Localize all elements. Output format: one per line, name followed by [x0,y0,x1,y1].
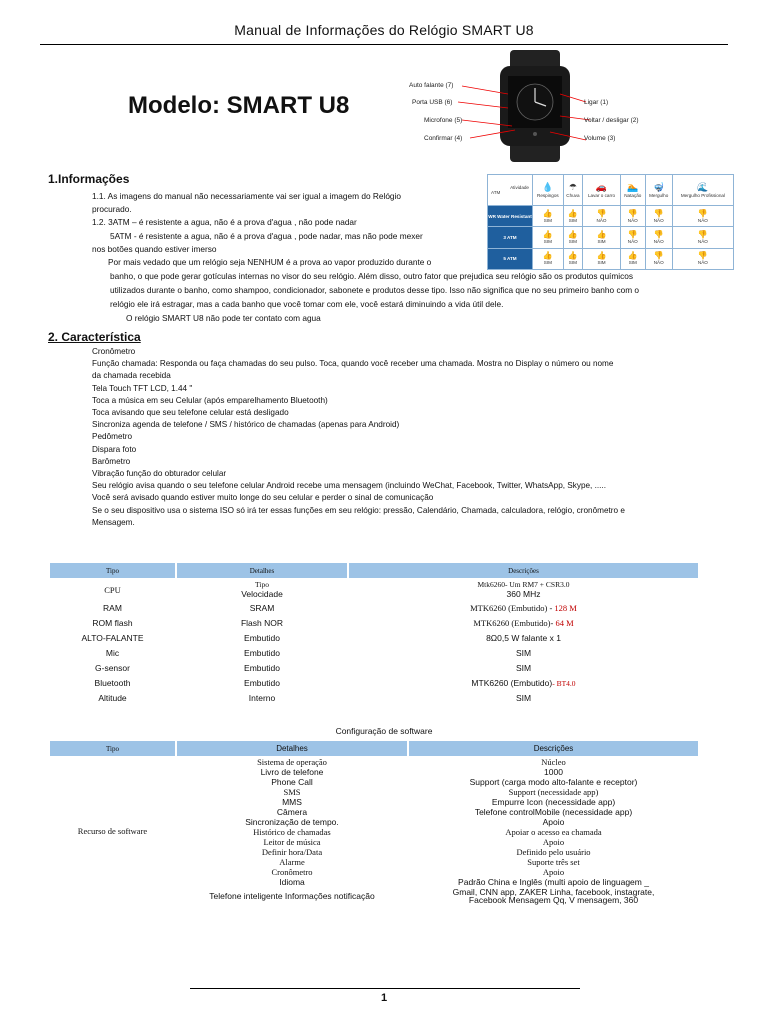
water-cell-value: SIM [568,260,577,266]
hardware-detalhes: Embutido [244,632,280,643]
water-row-wr [488,206,734,227]
water-corner-atm: ATM [491,190,501,195]
feature-item: Toca a música em seu Celular (após emparelhamento Bluetooth) [92,395,328,405]
software-desc: Apoio [542,867,565,877]
thumbs-down-icon: 👎 [627,208,638,218]
water-cell [583,227,621,248]
hardware-detalhes: Embutido [244,647,280,658]
water-activity: 🤿 Mergulho [645,175,672,206]
hardware-tipo: CPU [104,584,121,595]
water-cell-value: NÃO [697,260,708,266]
feature-item: Dispara foto [92,444,137,454]
software-desc: 1000 [544,767,563,777]
software-header-row [50,741,698,756]
water-cell-value: NÃO [627,238,638,244]
water-cell-value: NÃO [653,217,664,223]
hardware-header-row [50,563,698,578]
hardware-detalhes: Interno [248,692,276,703]
hardware-detalhes-line: Tipo [255,580,269,589]
info-line: utilizados durante o banho, como shampoo, condicionador, sabonete e produtos desse tipo. Isso não significa que no seu primeiro banho com o [110,285,640,295]
thumbs-down-icon: 👎 [653,208,664,218]
water-row-label: 5 ATM [488,248,533,269]
thumbs-up-icon: 👍 [567,229,578,239]
water-activity: 💧 Respingos [533,175,564,206]
water-cell-value: SIM [543,260,552,266]
software-desc: Gmail, CNN app, ZAKER Linha, facebook, instagrate, Facebook Mensagem Qq, V mensagem, 360 [452,887,655,905]
water-cell-value: NÃO [697,238,708,244]
table-row [50,616,698,629]
software-header-descricoes: Descrições [409,741,698,756]
table-row [50,758,698,766]
hardware-desc: SIM [515,692,532,703]
thumbs-up-icon: 👍 [627,251,638,261]
software-detail: SMS [283,787,301,797]
water-cell [621,227,646,248]
label-power-on: Ligar (1) [584,99,609,106]
hardware-detalhes: SRAM [249,602,275,613]
hardware-tipo: G-sensor [95,662,130,673]
thumbs-down-icon: 👎 [653,251,664,261]
label-back-off: Voltar / desligar (2) [584,117,639,124]
water-cell [645,248,672,269]
water-cell [672,248,733,269]
software-desc: Apoio [542,817,565,827]
thumbs-down-icon: 👎 [697,229,708,239]
hardware-desc [349,676,698,689]
label-speaker: Auto falante (7) [409,82,454,89]
hardware-tipo: RAM [103,602,122,613]
software-detail: MMS [282,797,302,807]
software-desc: Núcleo [541,757,566,767]
water-activity: ☂ Chuva [563,175,582,206]
water-cell-value: NÃO [697,217,708,223]
thumbs-down-icon: 👎 [596,208,607,218]
software-desc: Support (carga modo alto-falante e receptor) [469,777,638,787]
table-row [50,691,698,704]
info-line: 1.2. 3ATM – é resistente a agua, não é a prova d'agua , não pode nadar [92,217,357,227]
water-cell [563,227,582,248]
label-confirm: Confirmar (4) [424,135,463,142]
hardware-desc-text: MTK6260 (Embutido) - [470,602,555,613]
feature-item: Sincroniza agenda de telefone / SMS / histórico de chamadas (apenas para Android) [92,420,400,430]
software-desc: Empurre Icon (necessidade app) [491,797,616,807]
water-cell-value: SIM [568,217,577,223]
software-detail: Telefone inteligente Informações notificação [209,891,375,901]
feature-item: Mensagem. [92,517,135,527]
watch-drawing [400,50,660,162]
hardware-desc [349,601,698,614]
model-title: Modelo: SMART U8 [128,92,350,119]
software-desc: Definido pelo usuário [516,847,591,857]
feature-item: Barômetro [92,456,131,466]
table-row [50,631,698,644]
software-detail: Idioma [279,877,305,887]
water-cell-value: NÃO [653,260,664,266]
features-list [92,346,732,529]
thumbs-up-icon: 👍 [542,229,553,239]
software-desc: Apoiar o acesso ea chamada [505,827,602,837]
software-header-detalhes: Detalhes [177,741,407,756]
water-cell [583,248,621,269]
software-detail: Sincronização de tempo. [245,817,339,827]
info-line: relógio ele irá estragar, mas a cada banho que você tomar com ele, você estará diminuindo a vida útil dele. [110,299,504,309]
water-cell [563,248,582,269]
hardware-desc-text: MTK6260 (Embutido)- [473,617,556,628]
feature-item: Se o seu dispositivo usa o sistema ISO só irá ter essas funções em seu relógio: pressão, Calendário, Chamada, calculadora, relógio, cronômetro e [92,505,625,515]
software-detail: Sistema de operação [257,757,327,767]
watch-illustration [400,50,660,162]
feature-item: Vibração função do obturador celular [92,469,227,479]
water-cell [533,206,564,227]
label-microphone: Microfone (5) [424,117,463,124]
hardware-tipo: ALTO-FALANTE [81,632,144,643]
water-row-label: WR Water Resistant [488,206,533,227]
software-detail: Câmera [276,807,308,817]
water-activity: 🌊 Mergulho Profissional [672,175,733,206]
hardware-desc-text: MTK6260 (Embutido) [471,677,553,688]
software-detail: Definir hora/Data [261,847,323,857]
water-cell-value: NÃO [653,238,664,244]
software-desc: Padrão China e Inglês (multi apoio de linguagem _ [458,877,649,887]
page-number: 1 [380,992,388,1004]
table-row [50,646,698,659]
software-desc: Support (necessidade app) [508,787,599,797]
hardware-tipo: Mic [105,647,120,658]
water-cell [645,206,672,227]
water-row-5atm [488,248,734,269]
hardware-desc: 8Ω0,5 W falante x 1 [486,632,561,643]
thumbs-down-icon: 👎 [653,229,664,239]
thumbs-up-icon: 👍 [542,251,553,261]
water-cell [583,206,621,227]
section-2-title: 2. Característica [48,330,141,344]
water-activity-label: Chuva [566,193,580,198]
software-desc: Apoio [542,837,565,847]
hardware-desc: SIM [515,662,532,673]
thumbs-down-icon: 👎 [697,251,708,261]
water-row-3atm [488,227,734,248]
water-activity-label: Respingos [537,193,559,198]
thumbs-up-icon: 👍 [596,229,607,239]
hardware-tipo: Altitude [98,692,127,703]
software-caption: Configuração de software [335,726,433,736]
thumbs-down-icon: 👎 [697,208,708,218]
water-cell-value: NÃO [627,217,638,223]
hardware-detalhes: Embutido [244,662,280,673]
header-divider [40,44,728,45]
thumbs-down-icon: 👎 [627,229,638,239]
info-line: nos botões quando estiver imerso [92,244,217,254]
water-cell-value: SIM [568,238,577,244]
hardware-detalhes [177,580,347,599]
label-volume: Volume (3) [584,135,616,142]
thumbs-up-icon: 👍 [542,208,553,218]
info-line: 5ATM - é resistente a agua, não é a prova d'agua , pode nadar, mas não pode mexer [110,231,423,241]
hardware-header-descricoes: Descrições [349,563,698,578]
section-1-title: 1.Informações [48,172,130,186]
table-row [50,580,698,599]
table-row [50,601,698,614]
info-line: 1.1. As imagens do manual não necessariamente vai ser igual a imagem do Relógio [92,191,402,201]
hardware-detalhes: Embutido [244,677,280,688]
hardware-desc: SIM [515,647,532,658]
water-cell-value: SIM [597,238,606,244]
hardware-detalhes: Flash NOR [240,617,284,628]
hardware-desc-line: 360 MHz [506,589,541,599]
hardware-desc-highlight: 128 M [554,602,577,613]
hardware-spec-table [48,561,700,706]
water-activity-label: Natação [624,193,642,198]
water-cell [533,227,564,248]
water-cell-value: NÃO [596,217,607,223]
hardware-desc [349,616,698,629]
water-cell-value: SIM [543,217,552,223]
table-row [50,676,698,689]
water-activity-label: Mergulho Profissional [680,193,725,198]
water-cell-value: SIM [543,238,552,244]
hardware-tipo: ROM flash [92,617,133,628]
software-detail: Livro de telefone [260,767,324,777]
hardware-tipo: Bluetooth [94,677,131,688]
software-group: Recurso de software [77,826,148,836]
software-detail: Cronômetro [271,867,313,877]
water-corner-activity: Atividade [510,185,529,190]
water-activity: 🏊 Natação [621,175,646,206]
water-cell [621,248,646,269]
feature-item: Pedômetro [92,432,133,442]
feature-item: Cronômetro [92,347,136,356]
water-activity-label: Lavar o carro [588,193,616,198]
page-header: Manual de Informações do Relógio SMART U8 [234,22,534,38]
thumbs-up-icon: 👍 [567,208,578,218]
water-cell [621,206,646,227]
software-desc: Telefone controlMobile (necessidade app) [474,807,633,817]
software-detail: Alarme [279,857,305,867]
feature-item: Função chamada: Responda ou faça chamadas do seu pulso. Toca, quando você receber uma chamada. Mostra no Display o número ou nome [92,359,614,369]
table-row [50,661,698,674]
info-line: Por mais vedado que um relógio seja NENHUM é a prova ao vapor produzido durante o [108,257,432,267]
software-header-tipo: Tipo [50,741,175,756]
hardware-desc [349,580,698,599]
hardware-desc-line: Mtk6260- Um RM7 + CSR3.0 [477,580,570,589]
footer-divider [190,988,580,989]
hardware-header-tipo: Tipo [50,563,175,578]
water-cell [645,227,672,248]
water-resistance-table [487,174,734,270]
water-header-row [488,175,734,206]
label-usb-port: Porta USB (6) [412,99,453,106]
water-cell-value: SIM [628,260,637,266]
water-cell [563,206,582,227]
info-line: procurado. [92,204,132,214]
water-activity-label: Mergulho [649,193,669,198]
thumbs-up-icon: 👍 [596,251,607,261]
hardware-header-detalhes: Detalhes [177,563,347,578]
water-row-label: 3 ATM [488,227,533,248]
feature-item: da chamada recebida [92,371,171,381]
info-line: banho, o que pode gerar gotículas internas no visor do seu relógio. Além disso, outro fator que prejudica seu relógio são os produtos químicos [110,271,634,281]
software-detail: Leitor de música [263,837,321,847]
feature-item: Você será avisado quando estiver muito longe do seu celular e perder o sinal de comunicação [92,493,434,503]
hardware-desc-highlight: 64 M [555,617,574,628]
water-cell [672,206,733,227]
software-spec-table [48,739,700,906]
software-desc: Suporte três set [527,857,580,867]
feature-item: Seu relógio avisa quando o seu telefone celular Android recebe uma mensagem (incluindo WeChat, Facebook, Twitter, WhatsApp, Skype, ..... [92,481,606,491]
hardware-desc-highlight: - BT4.0 [552,678,576,688]
water-activity: 🚗 Lavar o carro [583,175,621,206]
info-line: O relógio SMART U8 não pode ter contato com agua [126,313,321,323]
software-detail: Phone Call [271,777,313,787]
thumbs-up-icon: 👍 [567,251,578,261]
water-cell [672,227,733,248]
water-corner [488,175,533,206]
water-cell-value: SIM [597,260,606,266]
feature-item: Tela Touch TFT LCD, 1.44 " [92,383,193,393]
hardware-detalhes-line: Velocidade [241,589,283,599]
software-detail: Histórico de chamadas [253,827,331,837]
feature-item: Toca avisando que seu telefone celular está desligado [92,408,289,418]
water-cell [533,248,564,269]
